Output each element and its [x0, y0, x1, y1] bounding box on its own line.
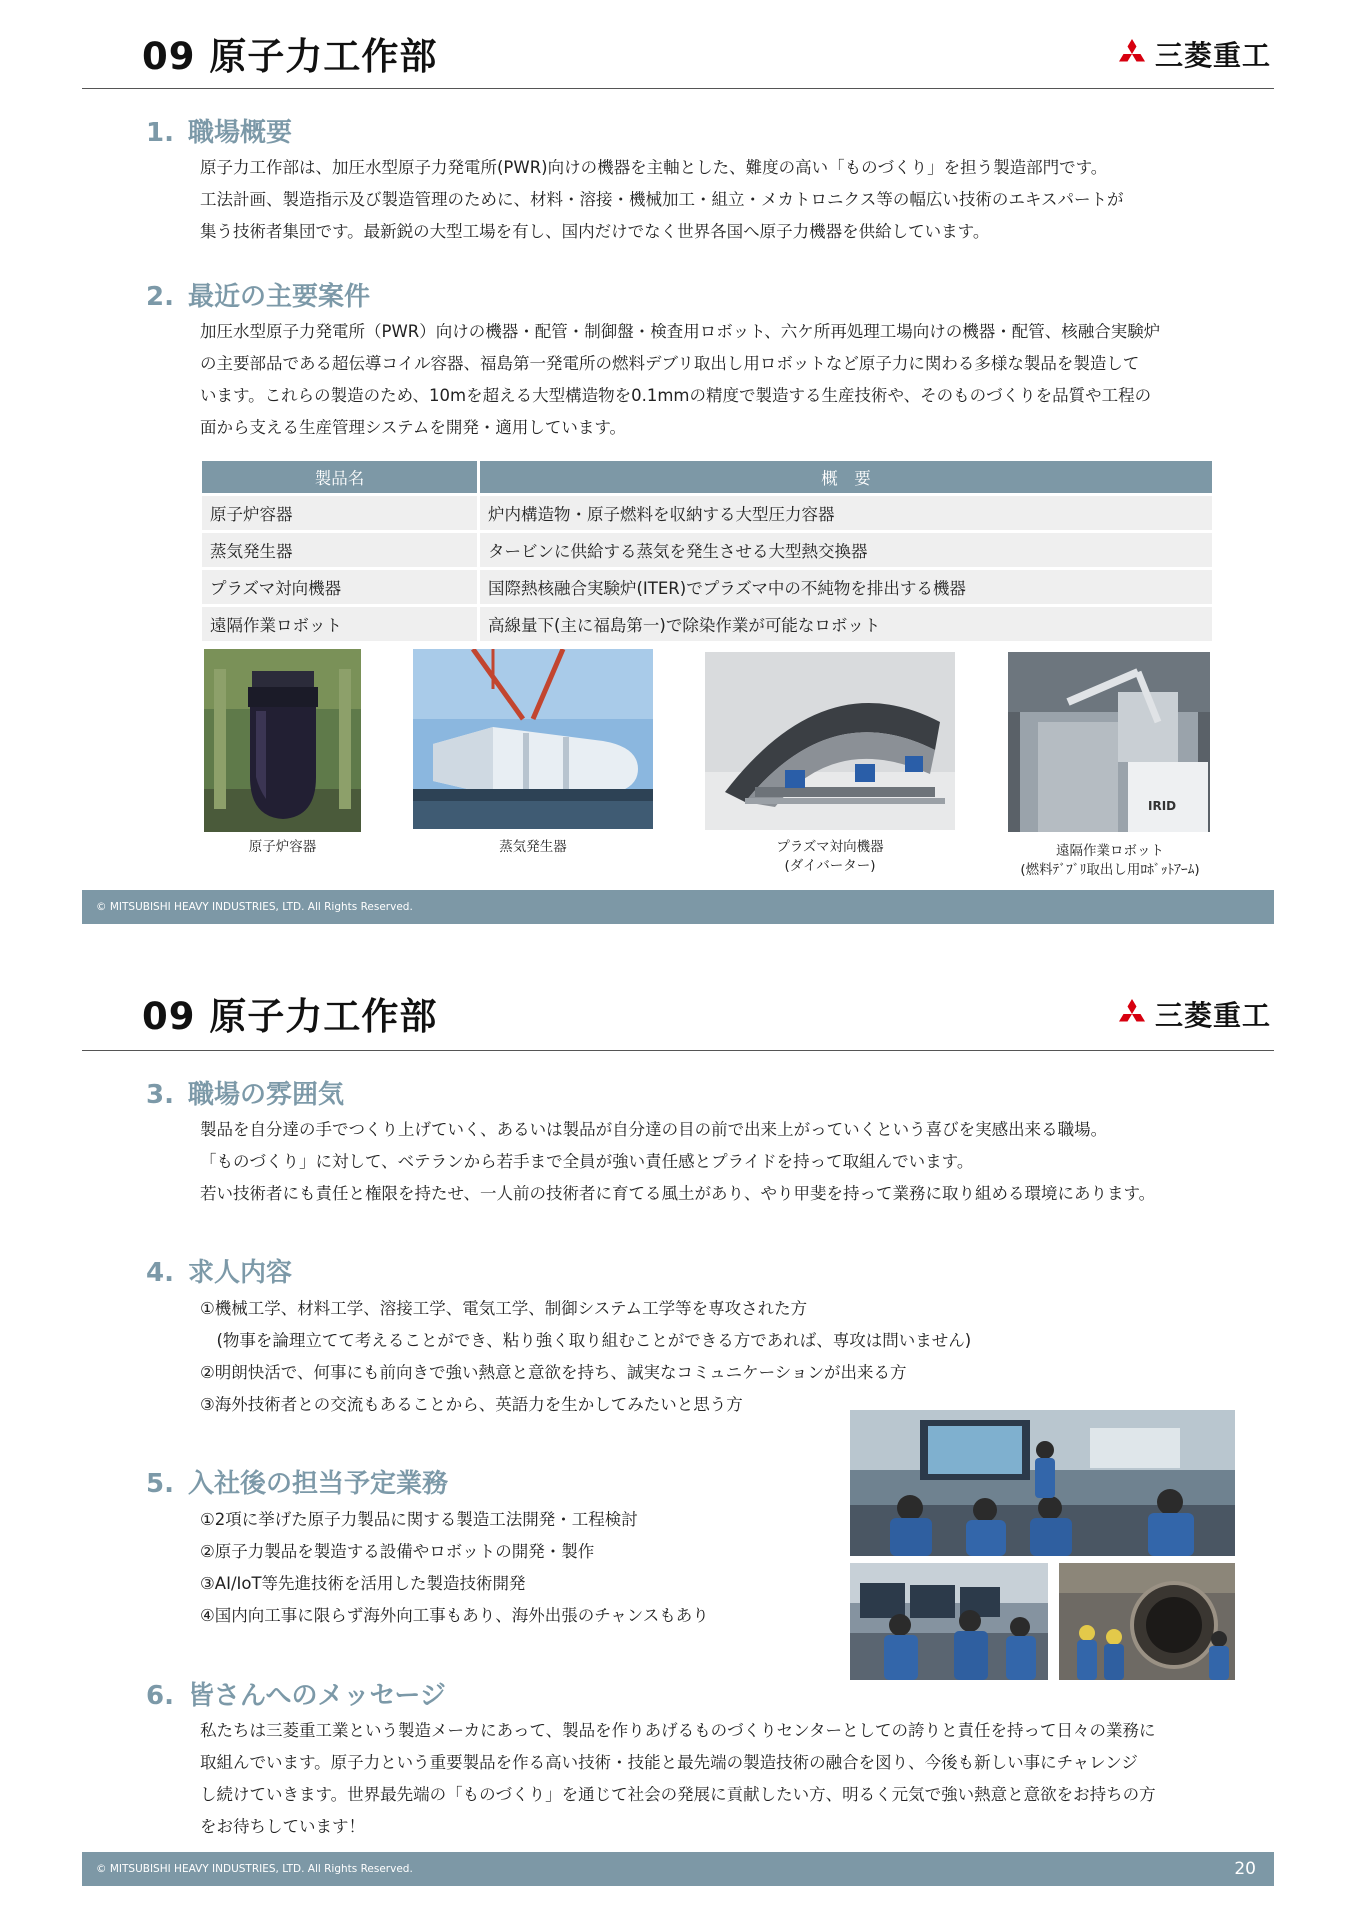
irid-sign-text: IRID: [1148, 799, 1177, 813]
section-heading-2: 2. 最近の主要案件: [146, 282, 370, 312]
column-header: 概 要: [480, 461, 1212, 493]
title-divider: [82, 88, 1274, 89]
title-divider: [82, 1050, 1274, 1051]
caption-divertor: プラズマ対向機器 (ダイバーター): [776, 839, 884, 874]
reactor-vessel-photo: [204, 649, 361, 832]
page-title: 09 原子力工作部: [142, 35, 438, 78]
section-4-text: ①機械工学、材料工学、溶接工学、電気工学、制御システム工学等を専攻された方 (物事を論理立てて考えることができ、粘り強く取り組むことができる方であれば、専攻は問いません) ②明朗快活で、何事にも前向きで強い熱意と意欲を持ち、誠実なコミュニケーションが出来る方 ③海外技術者との交流もあることから、英語力を生かしてみたいと思う方: [200, 1299, 972, 1414]
table-cell: 原子炉容器: [202, 496, 480, 530]
column-header: 製品名: [202, 461, 480, 493]
section-heading-6: 6. 皆さんへのメッセージ: [146, 1681, 446, 1711]
table-cell: 炉内構造物・原子燃料を収納する大型圧力容器: [480, 496, 1212, 530]
copyright-text: © MITSUBISHI HEAVY INDUSTRIES, LTD. All Rights Reserved.: [96, 901, 413, 913]
page-number: 20: [1234, 1859, 1256, 1879]
section-5-text: ①2項に挙げた原子力製品に関する製造工法開発・工程検討 ②原子力製品を製造する設備やロボットの開発・製作 ③AI/IoT等先進技術を活用した製造技術開発 ④国内向工事に限らず海外向工事もあり、海外出張のチャンスもあり: [200, 1510, 709, 1625]
steam-generator-photo: [413, 649, 653, 829]
table-cell: 国際熱核融合実験炉(ITER)でプラズマ中の不純物を排出する機器: [480, 570, 1212, 604]
table-cell: 遠隔作業ロボット: [202, 607, 480, 641]
divertor-photo: [705, 652, 955, 830]
section-heading-4: 4. 求人内容: [146, 1258, 292, 1288]
three-diamonds-icon: [1115, 39, 1149, 69]
engineers-at-monitors-photo: [850, 1563, 1048, 1680]
company-logo: [1115, 34, 1271, 74]
page-2: [0, 960, 1351, 1920]
engineers-meeting-photo: [850, 1410, 1235, 1556]
section-6-text: 私たちは三菱重工業という製造メーカにあって、製品を作りあげるものづくりセンターとしての誇りと責任を持って日々の業務に 取組んでいます。原子力という重要製品を作る高い技術・技能と最先端の製造技術の融合を図り、今後も新しい事にチャレンジ し続けていきます。世界最先端の「ものづくり」を通じて社会の発展に貢献したい方、明るく元気で強い熱意と意欲をお持ちの方 をお待ちしています！: [200, 1721, 1156, 1836]
table-row: [202, 570, 1212, 604]
section-1-text: 原子力工作部は、加圧水型原子力発電所(PWR)向けの機器を主軸とした、難度の高い「ものづくり」を担う製造部門です。 工法計画、製造指示及び製造管理のために、材料・溶接・機械加工・組立・メカトロニクス等の幅広い技術のエキスパートが 集う技術者集団です。最新鋭の大型工場を有し、国内だけでなく世界各国へ原子力機器を供給しています。: [200, 158, 1124, 241]
company-logo: [1115, 994, 1271, 1034]
table-header-row: [202, 461, 1212, 493]
factory-inspection-photo: [1059, 1563, 1235, 1680]
section-heading-1: 1. 職場概要: [146, 118, 292, 148]
table-cell: 蒸気発生器: [202, 533, 480, 567]
table-row: [202, 533, 1212, 567]
page-1: [0, 0, 1351, 935]
copyright-text: © MITSUBISHI HEAVY INDUSTRIES, LTD. All Rights Reserved.: [96, 1863, 413, 1875]
logo-text: 三菱重工: [1154, 39, 1271, 72]
caption-steam-generator: 蒸気発生器: [499, 839, 567, 855]
page-footer: [82, 890, 1274, 924]
table-row: [202, 496, 1212, 530]
caption-remote-robot: 遠隔作業ロボット (燃料ﾃﾞﾌﾞﾘ取出し用ﾛﾎﾞｯﾄｱｰﾑ): [1020, 843, 1200, 878]
product-table: [202, 458, 1212, 644]
table-row: [202, 607, 1212, 641]
table-cell: プラズマ対向機器: [202, 570, 480, 604]
table-cell: タービンに供給する蒸気を発生させる大型熱交換器: [480, 533, 1212, 567]
table-cell: 高線量下(主に福島第一)で除染作業が可能なロボット: [480, 607, 1212, 641]
section-heading-3: 3. 職場の雰囲気: [146, 1080, 344, 1110]
remote-robot-photo: [1008, 652, 1210, 832]
three-diamonds-icon: [1115, 999, 1149, 1029]
section-heading-5: 5. 入社後の担当予定業務: [146, 1469, 448, 1499]
caption-reactor-vessel: 原子炉容器: [248, 839, 317, 855]
page-footer: [82, 1852, 1274, 1886]
section-2-text: 加圧水型原子力発電所（PWR）向けの機器・配管・制御盤・検査用ロボット、六ケ所再処理工場向けの機器・配管、核融合実験炉 の主要部品である超伝導コイル容器、福島第一発電所の燃料デブリ取出し用ロボットなど原子力に関わる多様な製品を製造して います。これらの製造のため、10mを超える大型構造物を0.1mmの精度で製造する生産技術や、そのものづくりを品質や工程の 面から支える生産管理システムを開発・適用しています。: [200, 322, 1161, 437]
section-3-text: 製品を自分達の手でつくり上げていく、あるいは製品が自分達の目の前で出来上がっていくという喜びを実感出来る職場。 「ものづくり」に対して、ベテランから若手まで全員が強い責任感とプライドを持って取組んでいます。 若い技術者にも責任と権限を持たせ、一人前の技術者に育てる風土があり、やり甲斐を持って業務に取り組める環境にあります。: [200, 1120, 1156, 1203]
logo-text: 三菱重工: [1154, 999, 1271, 1032]
page-title: 09 原子力工作部: [142, 995, 438, 1038]
